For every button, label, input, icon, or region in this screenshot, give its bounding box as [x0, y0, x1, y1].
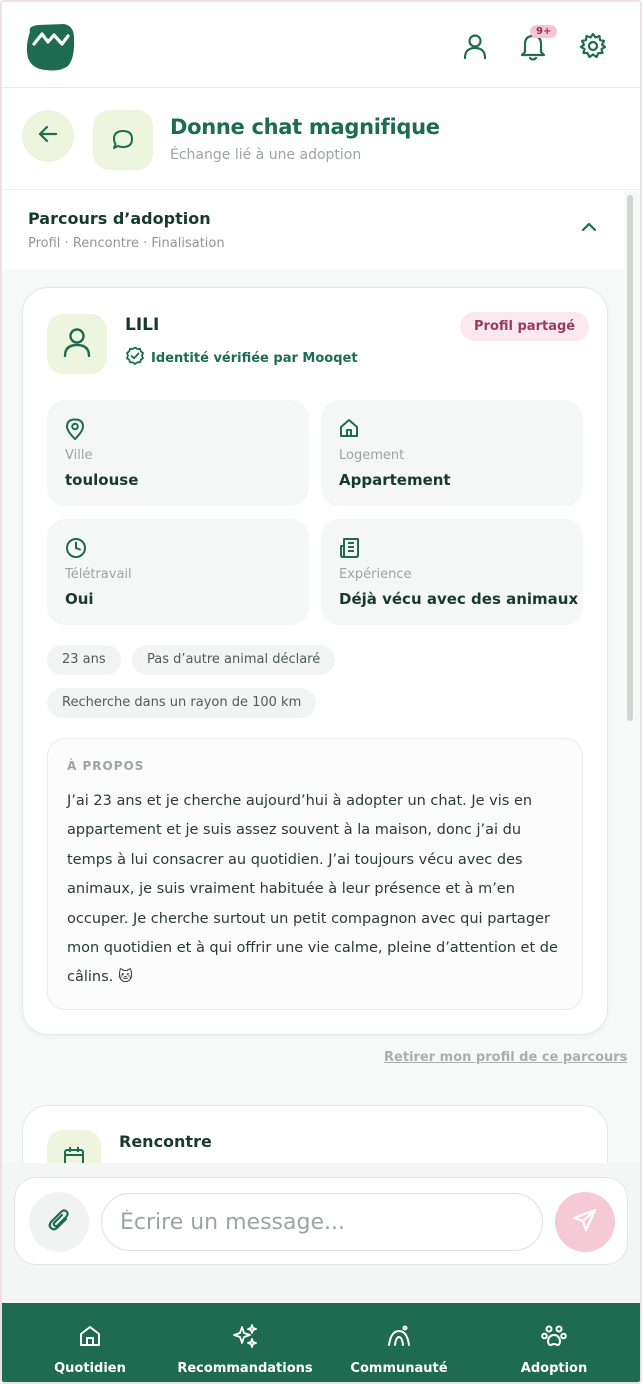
nav-label: Adoption	[520, 1361, 588, 1376]
tile-label: Expérience	[339, 567, 412, 582]
paperclip-icon	[46, 1207, 72, 1237]
chat-title: Donne chat magnifique	[170, 115, 440, 139]
paw-icon	[541, 1323, 567, 1349]
arrow-left-icon	[38, 125, 58, 147]
about-heading: À PROPOS	[67, 759, 145, 773]
newspaper-icon	[339, 537, 361, 563]
scrollbar[interactable]	[627, 195, 633, 721]
journey-title: Parcours d’adoption	[28, 209, 211, 228]
rencontre-title: Rencontre	[119, 1132, 212, 1151]
message-input[interactable]	[101, 1193, 543, 1251]
about-section	[47, 738, 583, 1010]
verified-badge	[125, 346, 358, 370]
journey-steps: Profil · Rencontre · Finalisation	[28, 236, 225, 251]
tile-remote-work	[47, 519, 309, 625]
back-button[interactable]	[22, 110, 74, 162]
gear-icon[interactable]	[576, 29, 610, 63]
withdraw-profile-link[interactable]: Retirer mon profil de ce parcours	[384, 1050, 628, 1065]
notification-badge: 9+	[530, 25, 557, 38]
message-composer	[14, 1177, 628, 1265]
chat-header	[2, 88, 640, 190]
user-icon	[63, 327, 91, 361]
avatar	[47, 314, 107, 374]
chip-search-radius: Recherche dans un rayon de 100 km	[47, 688, 316, 718]
house-icon	[339, 418, 359, 442]
send-icon	[572, 1207, 598, 1237]
calendar-icon	[47, 1130, 101, 1163]
nav-adoption[interactable]	[508, 1303, 600, 1384]
chevron-up-icon[interactable]	[579, 219, 599, 238]
tile-experience	[321, 519, 583, 625]
nav-label: Recommandations	[177, 1361, 313, 1376]
nav-label: Communauté	[350, 1361, 448, 1376]
mooqet-logo-icon[interactable]	[24, 22, 76, 72]
attach-button[interactable]	[29, 1192, 89, 1252]
tile-value: Oui	[65, 590, 94, 608]
send-button[interactable]	[555, 1192, 615, 1252]
tile-value: toulouse	[65, 471, 139, 489]
nav-communaute[interactable]	[344, 1303, 454, 1384]
nav-recommandations[interactable]	[172, 1303, 318, 1384]
map-pin-icon	[65, 418, 85, 444]
chat-subtitle: Échange lié à une adoption	[170, 147, 362, 163]
chat-bubble-icon	[93, 110, 153, 170]
message-composer-area	[2, 1163, 640, 1303]
tile-value: Appartement	[339, 471, 451, 489]
top-bar	[2, 2, 640, 88]
tile-housing	[321, 400, 583, 506]
verified-text: Identité vérifiée par Mooqet	[151, 350, 358, 366]
check-circle-icon	[125, 346, 145, 370]
chip-other-animals: Pas d’autre animal déclaré	[132, 645, 335, 675]
tile-label: Télétravail	[65, 567, 132, 582]
adoption-journey-header[interactable]	[2, 191, 624, 269]
rencontre-card[interactable]	[22, 1105, 608, 1163]
conversation-scroll-area[interactable]	[2, 191, 640, 1163]
clock-icon	[65, 537, 87, 563]
nav-quotidien[interactable]	[46, 1303, 134, 1384]
sparkles-icon	[231, 1323, 259, 1349]
bottom-navigation	[2, 1303, 640, 1384]
profile-card	[22, 287, 608, 1035]
home-icon	[78, 1323, 102, 1349]
community-icon	[386, 1323, 412, 1349]
shared-profile-badge: Profil partagé	[460, 312, 589, 341]
profile-name: LILI	[125, 315, 160, 335]
tile-label: Ville	[65, 448, 93, 463]
chip-age: 23 ans	[47, 645, 121, 675]
tile-label: Logement	[339, 448, 405, 463]
tile-city	[47, 400, 309, 506]
user-icon[interactable]	[458, 29, 492, 63]
tile-value: Déjà vécu avec des animaux	[339, 590, 579, 608]
nav-label: Quotidien	[54, 1361, 126, 1376]
about-text: J’ai 23 ans et je cherche aujourd’hui à adopter un chat. Je vis en appartement et je suis assez souvent à la maison, donc j’ai du temps à lui consacrer au quotidien. J’ai toujours vécu avec des animaux, je suis vraiment habituée à leur présence et à m’en occuper. Je cherche surtout un petit compagnon avec qui partager mon quotidien et à qui offrir une vie calme, pleine d’attention et de câlins. 🐱	[67, 793, 558, 986]
